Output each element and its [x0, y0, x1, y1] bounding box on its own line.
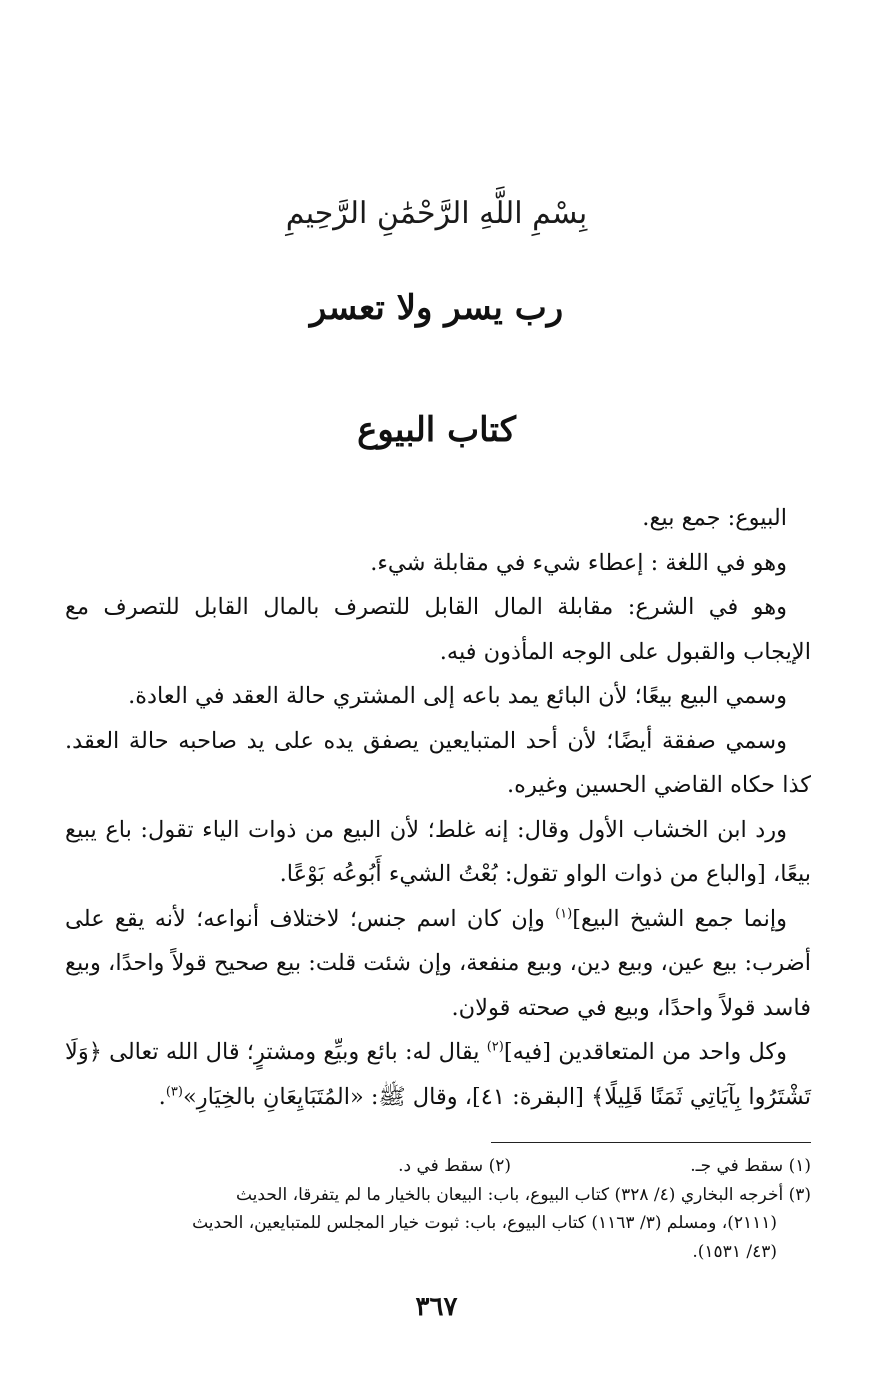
- footnote-row: [65, 1152, 811, 1181]
- paragraph: وهو في الشرع: مقابلة المال القابل للتصرف بالمال القابل للتصرف مع الإيجاب والقبول على الوجه المأذون فيه.: [65, 594, 811, 665]
- footnote-divider: [491, 1142, 811, 1143]
- paragraph: وسمي البيع بيعًا؛ لأن البائع يمد باعه إلى المشتري حالة العقد في العادة.: [128, 683, 787, 709]
- main-text: [65, 496, 811, 1119]
- dua-heading: رب يسر ولا تعسر: [309, 288, 564, 328]
- footnote-2: (٢) سقط في د.: [398, 1156, 511, 1176]
- footnote-marker: (١): [555, 906, 573, 921]
- paragraph: وسمي صفقة أيضًا؛ لأن أحد المتبايعين يصفق يده على يد صاحبه حالة العقد. كذا حكاه القاضي الحسين وغيره.: [65, 727, 811, 798]
- paragraph-text: وإنما جمع الشيخ البيع]: [572, 905, 787, 932]
- footnote-line: (٢١١١)، ومسلم (٣/ ١١٦٣) كتاب البيوع، باب: ثبوت خيار المجلس للمتبايعين، الحديث: [192, 1213, 777, 1233]
- footnote-line: (٣) أخرجه البخاري (٤/ ٣٢٨) كتاب البيوع، باب: البيعان بالخيار ما لم يتفرقا، الحديث: [235, 1184, 811, 1205]
- paragraph: [65, 1030, 811, 1119]
- paragraph: ورد ابن الخشاب الأول وقال: إنه غلط؛ لأن البيع من ذوات الياء تقول: باع يبيع بيعًا، [والباع من ذوات الواو تقول: بُعْتُ الشيء أَبُوعُه بَوْعًا.: [65, 816, 811, 887]
- footnote-1: (١) سقط في جـ.: [690, 1156, 811, 1176]
- paragraph-text: .: [158, 1083, 166, 1110]
- basmala: بِسْمِ اللَّهِ الرَّحْمَٰنِ الرَّحِيمِ: [285, 196, 588, 231]
- paragraph: وهو في اللغة : إعطاء شيء في مقابلة شيء.: [370, 549, 787, 576]
- footnotes: [65, 1152, 811, 1266]
- paragraph-text: وإن كان اسم جنس؛ لاختلاف أنواعه؛ لأنه يقع على أضرب: بيع عين، وبيع دين، وبيع منفعة، وإن شئت قلت: بيع صحيح قولاً واحدًا، وبيع فاسد قولاً واحدًا، وبيع في صحته قولان.: [65, 905, 811, 1021]
- footnote-marker: (٢): [486, 1039, 504, 1055]
- page-number: ٣٦٧: [415, 1292, 458, 1322]
- paragraph: البيوع: جمع بيع.: [642, 505, 787, 531]
- paragraph-text: وكل واحد من المتعاقدين [فيه]: [503, 1039, 787, 1065]
- footnote-line: (٤٣/ ١٥٣١).: [692, 1241, 777, 1262]
- footnote-3: [65, 1181, 811, 1267]
- paragraph-text: يقال له: بائع وبيِّع ومشترٍ؛ قال الله تعالى ﴿وَلَا تَشْتَرُوا بِآيَاتِي ثَمَنًا قَلِيلًا﴾ [البقرة: ٤١]، وقال ﷺ: «المُتَبَايِعَانِ بالخِيَارِ»: [65, 1039, 811, 1110]
- paragraph: [65, 897, 811, 1031]
- chapter-title: كتاب البيوع: [357, 410, 516, 450]
- footnote-marker: (٣): [165, 1084, 183, 1099]
